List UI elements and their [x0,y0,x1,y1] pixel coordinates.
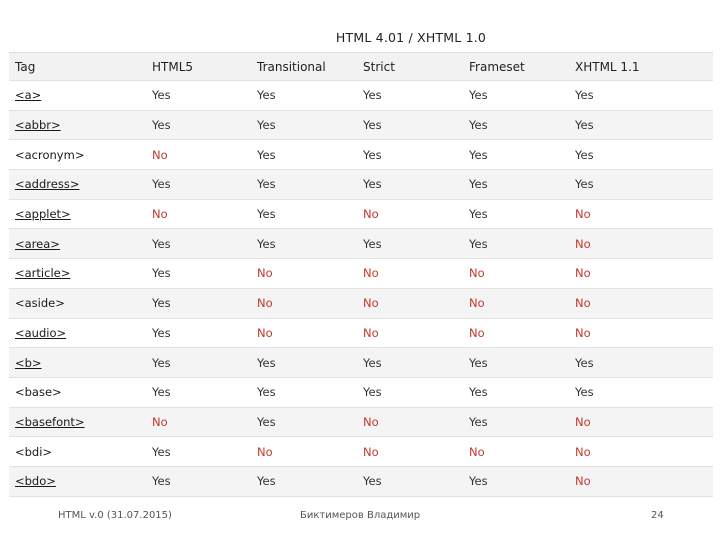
support-cell: Yes [463,466,569,496]
support-cell: Yes [463,170,569,200]
tag-link[interactable]: <address> [15,177,80,192]
tag-link[interactable]: <article> [15,266,71,281]
support-cell: No [251,259,357,289]
support-cell: Yes [251,229,357,259]
support-cell: No [251,288,357,318]
footer-version: HTML v.0 (31.07.2015) [58,510,172,521]
tag-label: <aside> [15,296,65,311]
support-cell: No [463,318,569,348]
support-cell: No [569,288,713,318]
header-frameset: Frameset [463,53,569,81]
tag-cell [9,377,146,407]
support-cell: No [357,407,463,437]
tag-label: <acronym> [15,147,85,162]
support-cell: Yes [357,110,463,140]
tag-cell [9,348,146,378]
tag-link[interactable]: <a> [15,88,42,103]
table-row [9,288,713,318]
support-cell: No [569,466,713,496]
page-number: 24 [651,510,664,521]
table-row [9,466,713,496]
table-row [9,348,713,378]
support-cell: Yes [569,140,713,170]
tag-cell [9,407,146,437]
support-cell: No [569,229,713,259]
table-row [9,259,713,289]
support-cell: Yes [569,110,713,140]
support-cell: Yes [251,81,357,111]
table-row [9,140,713,170]
footer-author: Биктимеров Владимир [300,510,421,521]
support-cell: Yes [569,348,713,378]
support-cell: Yes [463,199,569,229]
support-cell: Yes [146,288,251,318]
table-row [9,229,713,259]
support-cell: Yes [146,81,251,111]
compatibility-table [9,52,713,497]
support-cell: Yes [146,437,251,467]
tag-link[interactable]: <audio> [15,325,67,340]
tag-link[interactable]: <basefont> [15,414,85,429]
tag-cell [9,140,146,170]
header-html5: HTML5 [146,53,251,81]
tag-cell [9,110,146,140]
support-cell: No [146,199,251,229]
support-cell: No [569,199,713,229]
support-cell: Yes [357,170,463,200]
support-cell: Yes [146,377,251,407]
support-cell: Yes [251,348,357,378]
support-cell: Yes [251,110,357,140]
support-cell: Yes [463,229,569,259]
support-cell: No [357,288,463,318]
support-cell: No [357,199,463,229]
support-cell: Yes [357,229,463,259]
support-cell: Yes [251,377,357,407]
table-row [9,110,713,140]
table-title: HTML 4.01 / XHTML 1.0 [335,30,487,45]
support-cell: Yes [463,140,569,170]
support-cell: No [569,259,713,289]
tag-link[interactable]: <applet> [15,207,71,222]
tag-cell [9,170,146,200]
header-transitional: Transitional [251,53,357,81]
tag-cell [9,199,146,229]
table-row [9,318,713,348]
tag-link[interactable]: <abbr> [15,118,61,133]
support-cell: No [146,407,251,437]
table-row [9,407,713,437]
table-row [9,170,713,200]
support-cell: Yes [251,170,357,200]
table-row [9,377,713,407]
tag-cell [9,229,146,259]
support-cell: Yes [146,110,251,140]
tag-cell [9,318,146,348]
table-header-row [9,53,713,81]
support-cell: Yes [146,259,251,289]
support-cell: Yes [146,229,251,259]
support-cell: Yes [569,377,713,407]
support-cell: No [569,318,713,348]
support-cell: No [146,140,251,170]
support-cell: Yes [463,377,569,407]
support-cell: Yes [146,348,251,378]
tag-label: <base> [15,385,62,400]
compatibility-table-container [9,24,713,497]
support-cell: Yes [463,110,569,140]
support-cell: Yes [251,407,357,437]
support-cell: No [357,259,463,289]
support-cell: Yes [357,348,463,378]
support-cell: Yes [463,407,569,437]
support-cell: No [463,288,569,318]
support-cell: Yes [146,318,251,348]
header-strict: Strict [357,53,463,81]
support-cell: No [463,437,569,467]
tag-label: <bdi> [15,444,53,459]
header-tag: Tag [9,53,146,81]
support-cell: Yes [146,466,251,496]
support-cell: No [569,437,713,467]
support-cell: Yes [251,466,357,496]
table-row [9,199,713,229]
header-xhtml11: XHTML 1.1 [569,53,713,81]
support-cell: Yes [251,199,357,229]
support-cell: No [463,259,569,289]
support-cell: Yes [146,170,251,200]
support-cell: No [357,437,463,467]
support-cell: No [569,407,713,437]
support-cell: No [251,437,357,467]
table-row [9,81,713,111]
tag-cell [9,466,146,496]
support-cell: Yes [251,140,357,170]
support-cell: Yes [463,348,569,378]
table-body [9,81,713,497]
slide-footer [0,510,720,526]
support-cell: Yes [357,377,463,407]
tag-cell [9,437,146,467]
support-cell: Yes [569,170,713,200]
support-cell: Yes [357,140,463,170]
support-cell: Yes [569,81,713,111]
support-cell: No [357,318,463,348]
tag-link[interactable]: <area> [15,236,60,251]
tag-link[interactable]: <bdo> [15,474,56,489]
tag-cell [9,81,146,111]
support-cell: Yes [463,81,569,111]
tag-cell [9,259,146,289]
tag-cell [9,288,146,318]
tag-link[interactable]: <b> [15,355,42,370]
support-cell: No [251,318,357,348]
support-cell: Yes [357,81,463,111]
support-cell: Yes [357,466,463,496]
table-row [9,437,713,467]
